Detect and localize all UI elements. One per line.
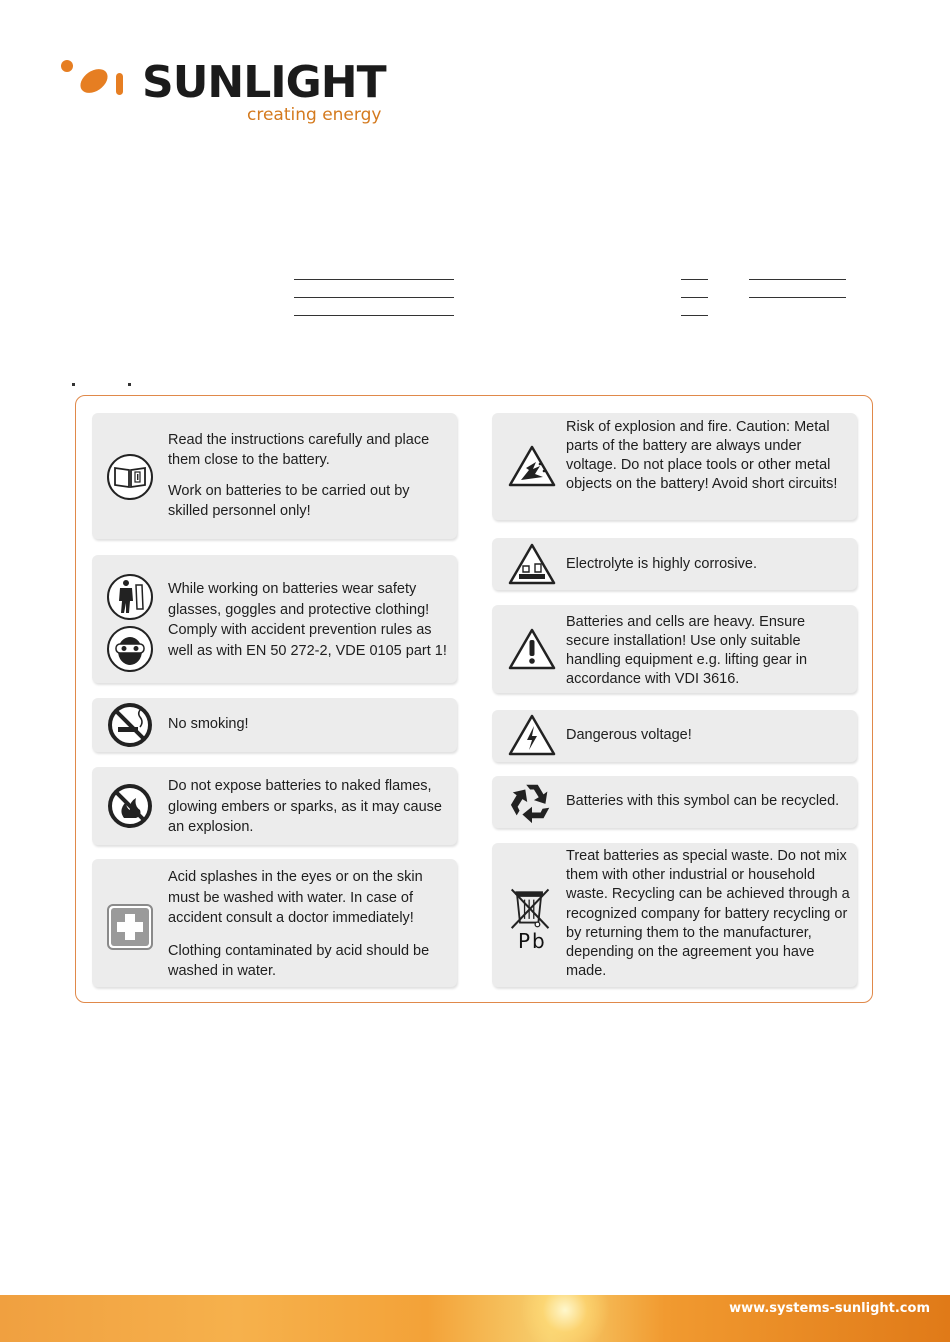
bin-label: Pb (518, 929, 547, 953)
safety-text: No smoking! (168, 716, 249, 732)
safety-text: Dangerous voltage! (566, 727, 692, 743)
safety-card-no-flames (92, 767, 457, 845)
safety-card-recycle (492, 776, 857, 828)
footer-banner (0, 1295, 950, 1342)
safety-text: Do not expose batteries to naked flames, glowing embers or sparks, as it may cause an explosion. (168, 778, 442, 835)
safety-text: Batteries with this symbol can be recycled. (566, 793, 840, 809)
safety-card-corrosive (492, 538, 857, 590)
goggles-icon (106, 625, 154, 673)
website-url[interactable]: www.systems-sunlight.com (729, 1301, 930, 1316)
safety-text: Electrolyte is highly corrosive. (566, 556, 757, 572)
safety-text: Read the instructions carefully and place them close to the battery. (168, 432, 430, 468)
form-line (294, 279, 454, 280)
section-heading-fragment (72, 383, 132, 386)
sun-flare-graphic (520, 1295, 610, 1342)
sun-logo-icon (58, 55, 133, 105)
form-line (681, 315, 708, 316)
no-smoking-icon (106, 701, 154, 749)
brand-tagline: creating energy (247, 105, 382, 125)
form-line (294, 297, 454, 298)
safety-text: Work on batteries to be carried out by skilled personnel only! (168, 483, 410, 519)
safety-card-heavy (492, 605, 857, 693)
safety-text: Treat batteries as special waste. Do not mix them with other industrial or household waste. Recycling can be achieved through a recognized company for battery recycling or by returning them to the manufacturer, depending on the agreement you have made. (566, 848, 850, 980)
safety-card-voltage (492, 710, 857, 762)
protective-clothing-icon (106, 573, 154, 621)
form-line (681, 297, 708, 298)
voltage-warning-icon (507, 713, 557, 757)
recycle-icon (509, 779, 555, 825)
safety-text: While working on batteries wear safety glasses, goggles and protective clothing! Comply with accident prevention rules as well as with EN 50 272-2, VDE 0105 part 1! (168, 581, 447, 659)
form-line (681, 279, 708, 280)
safety-card-protective-clothing (92, 555, 457, 683)
safety-card-no-smoking (92, 698, 457, 752)
safety-text: Acid splashes in the eyes or on the skin must be washed with water. In case of accident consult a doctor immediately! (168, 869, 423, 926)
read-instructions-icon (106, 453, 154, 501)
safety-text: Batteries and cells are heavy. Ensure secure installation! Use only suitable handling equipment e.g. lifting gear in accordance with VDI 3616. (566, 614, 808, 687)
explosion-warning-icon (507, 444, 557, 488)
safety-text: Clothing contaminated by acid should be washed in water. (168, 942, 430, 979)
safety-card-first-aid (92, 859, 457, 987)
general-warning-icon (507, 627, 557, 671)
form-line (749, 297, 846, 298)
safety-card-read-instructions (92, 413, 457, 539)
form-line (749, 279, 846, 280)
safety-card-explosion (492, 413, 857, 520)
sunlight-logo (58, 55, 398, 130)
no-flames-icon (106, 782, 154, 830)
safety-card-special-waste (492, 843, 857, 987)
form-line (294, 315, 454, 316)
corrosive-warning-icon (507, 542, 557, 586)
safety-text: Risk of explosion and fire. Caution: Metal parts of the battery are always under voltage. Do not place tools or other metal objects on the battery! Avoid short circuits! (566, 419, 838, 492)
first-aid-icon (106, 903, 154, 951)
brand-name: SUNLIGHT (142, 57, 386, 108)
